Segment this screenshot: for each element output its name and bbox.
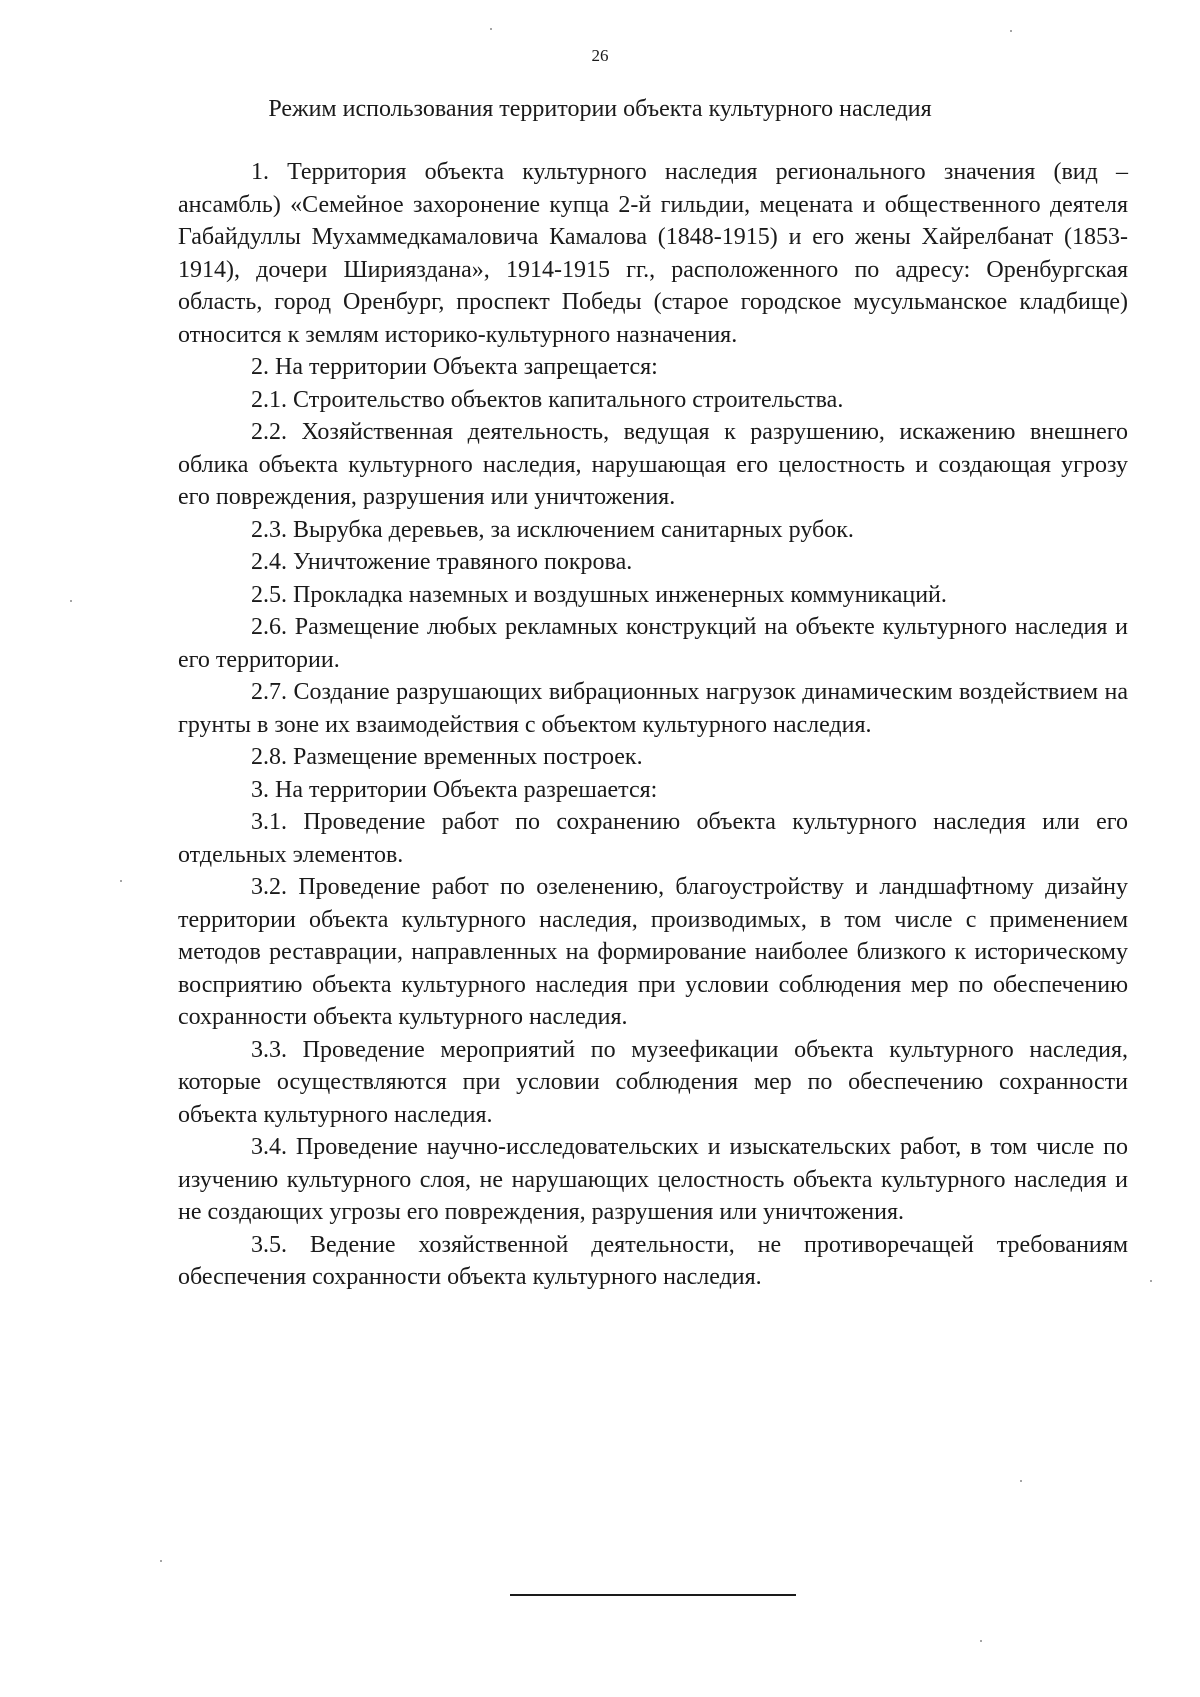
closing-rule xyxy=(510,1594,796,1596)
paragraph-3-3: 3.3. Проведение мероприятий по музеефикации объекта культурного наследия, которые осуществляются при условии соблюдения мер по обеспечению сохранности объекта культурного наследия. xyxy=(178,1036,1128,1128)
scan-speck xyxy=(1010,30,1012,32)
scan-speck xyxy=(70,600,72,602)
paragraph-2-1: 2.1. Строительство объектов капитального строительства. xyxy=(251,386,844,413)
page-number: 26 xyxy=(591,46,609,65)
paragraph-3-4: 3.4. Проведение научно-исследовательских и изыскательских работ, в том числе по изучению культурного слоя, не нарушающих целостность объекта культурного наследия и не создающих угрозы его повреждения, разрушения или уничтожения. xyxy=(178,1134,1128,1225)
scan-speck xyxy=(1150,1280,1152,1282)
paragraph-3-1: 3.1. Проведение работ по сохранению объекта культурного наследия или его отдельных элементов. xyxy=(178,809,1128,868)
paragraph-3-2: 3.2. Проведение работ по озеленению, благоустройству и ландшафтному дизайну территории объекта культурного наследия, производимых, в том числе с применением методов реставрации, направленных на формирование наиболее близкого к историческому восприятию объекта культурного наследия при условии соблюдения мер по обеспечению сохранности объекта культурного наследия. xyxy=(178,874,1128,1030)
paragraph-2-3: 2.3. Вырубка деревьев, за исключением санитарных рубок. xyxy=(251,516,854,543)
paragraph-2-7: 2.7. Создание разрушающих вибрационных нагрузок динамическим воздействием на грунты в зоне их взаимодействия с объектом культурного наследия. xyxy=(178,679,1128,738)
paragraph-1: 1. Территория объекта культурного наследия регионального значения (вид – ансамбль) «Семейное захоронение купца 2-й гильдии, мецената и общественного деятеля Габайдуллы Мухаммедкамаловича Камалова (1848-1915) и его жены Хайрелбанат (1853-1914), дочери Ширияздана», 1914-1915 гг., расположенного по адресу: Оренбургская область, город Оренбург, проспект Победы (старое городское мусульманское кладбище) относится к землям историко-культурного назначения. xyxy=(178,159,1128,348)
scan-speck xyxy=(980,1640,982,1642)
paragraph-2: 2. На территории Объекта запрещается: xyxy=(251,354,658,380)
scan-speck xyxy=(1020,1480,1022,1482)
scan-speck xyxy=(490,28,492,30)
paragraph-2-6: 2.6. Размещение любых рекламных конструкций на объекте культурного наследия и его территории. xyxy=(178,614,1128,673)
paragraph-2-2: 2.2. Хозяйственная деятельность, ведущая к разрушению, искажению внешнего облика объекта культурного наследия, нарушающая его целостность и создающая угрозу его повреждения, разрушения или уничтожения. xyxy=(178,419,1128,510)
paragraph-2-4: 2.4. Уничтожение травяного покрова. xyxy=(251,549,633,575)
paragraph-2-5: 2.5. Прокладка наземных и воздушных инженерных коммуникаций. xyxy=(251,581,947,608)
paragraph-3: 3. На территории Объекта разрешается: xyxy=(251,776,658,803)
scan-speck xyxy=(120,880,122,882)
paragraph-2-8: 2.8. Размещение временных построек. xyxy=(251,744,643,770)
paragraph-3-5: 3.5. Ведение хозяйственной деятельности, не противоречащей требованиям обеспечения сохранности объекта культурного наследия. xyxy=(178,1231,1128,1290)
scan-speck xyxy=(160,1560,162,1562)
document-body xyxy=(178,156,1128,1294)
document-title: Режим использования территории объекта культурного наследия xyxy=(268,96,932,122)
